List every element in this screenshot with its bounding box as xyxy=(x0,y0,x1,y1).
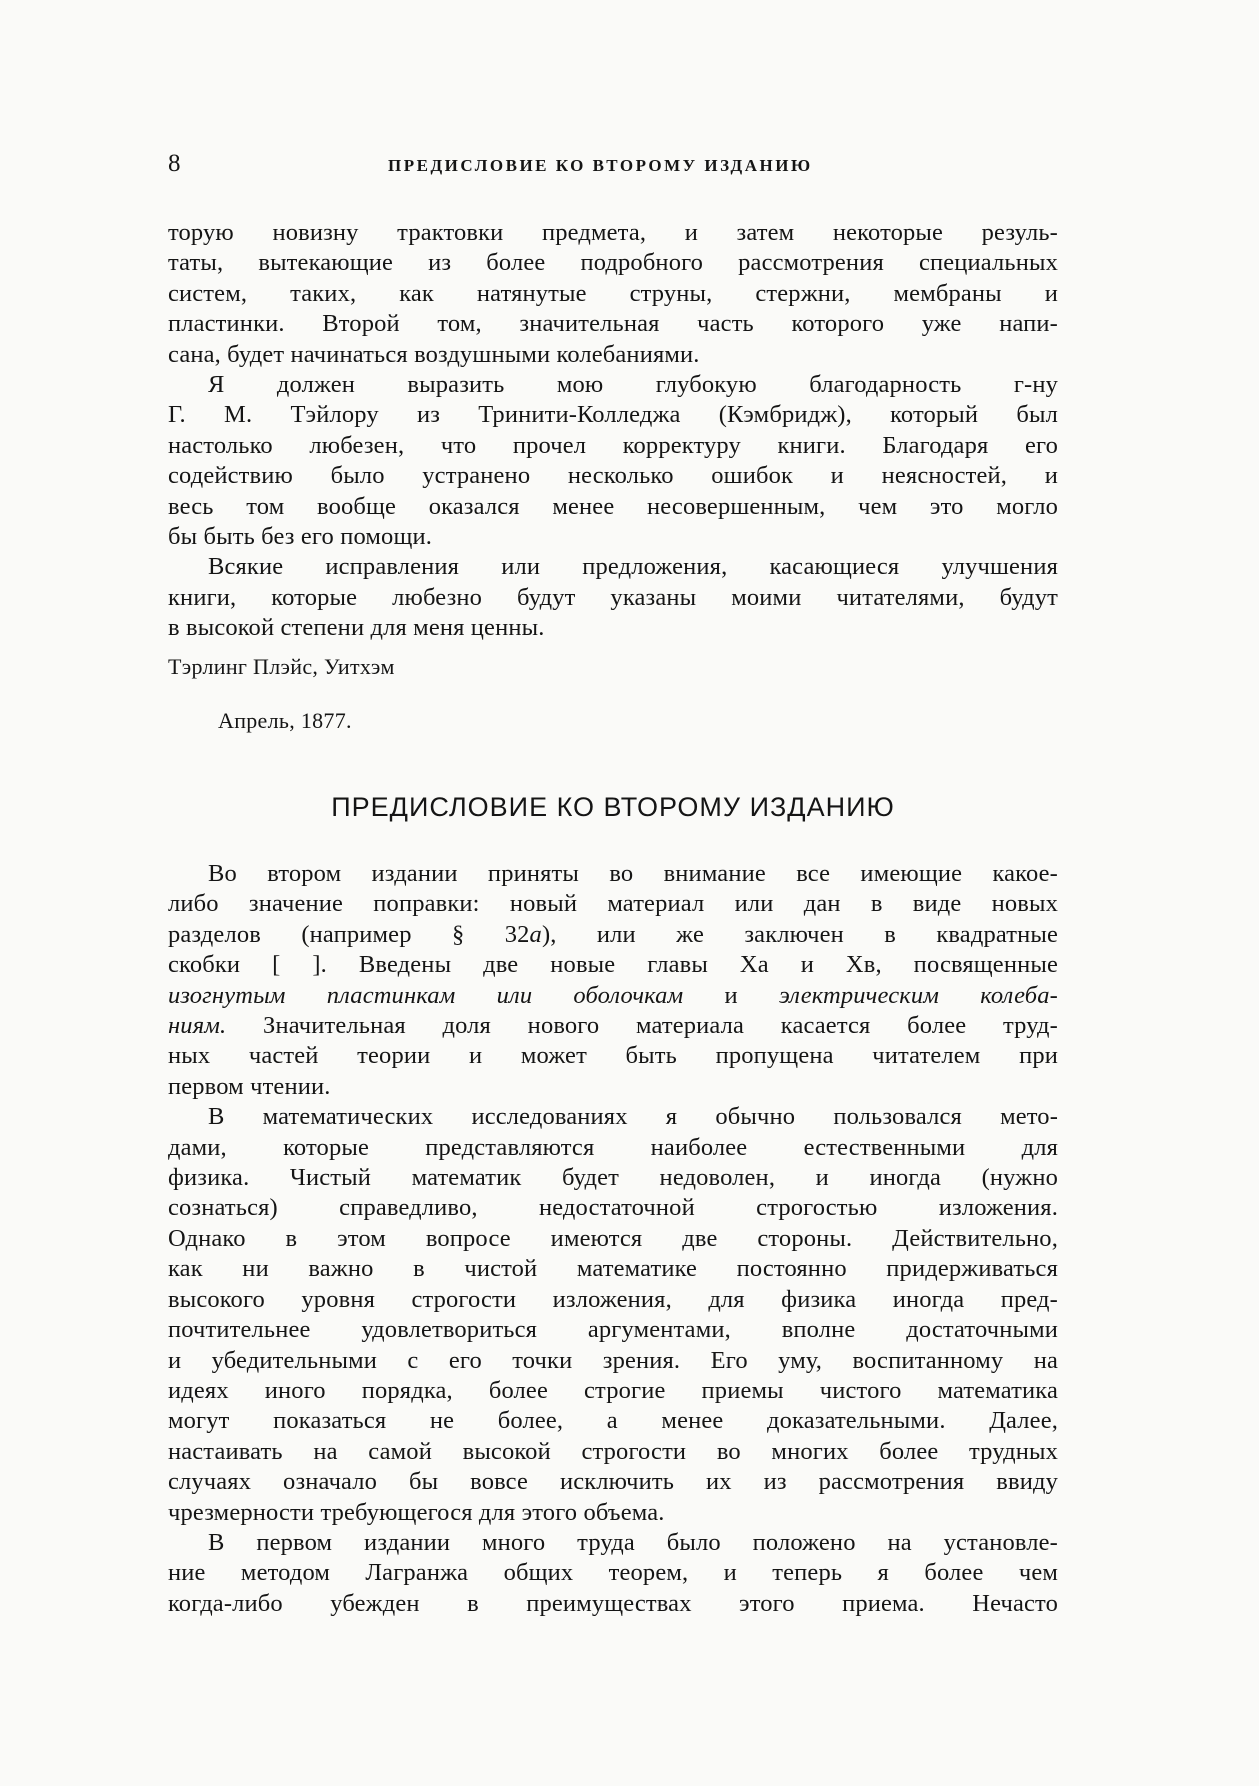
text-line: В математических исследованиях я обычно пользовался мето- xyxy=(208,1103,1058,1131)
text-line: таты, вытекающие из более подробного рассмотрения специальных xyxy=(168,249,1058,277)
paragraph-6 xyxy=(168,1528,1058,1619)
text-line: Я должен выразить мою глубокую благодарность г-ну xyxy=(208,371,1058,399)
signature-place: Тэрлинг Плэйс, Уитхэм xyxy=(168,654,395,679)
text-line: Всякие исправления или предложения, касающиеся улучшения xyxy=(208,553,1058,581)
text-line: могут показаться не более, а менее доказательными. Далее, xyxy=(168,1407,1058,1435)
italic-run: электрическим колеба- xyxy=(778,981,1058,1009)
text-line: физика. Чистый математик будет недоволен, и иногда (нужно xyxy=(168,1164,1058,1192)
page-number: 8 xyxy=(168,150,181,177)
text-line: содействию было устранено несколько ошибок и неясностей, и xyxy=(168,462,1058,490)
paragraph-3 xyxy=(168,552,1058,643)
text-line: высокого уровня строгости изложения, для физика иногда пред- xyxy=(168,1285,1058,1313)
text-line: пластинки. Второй том, значительная часть которого уже напи- xyxy=(168,310,1058,338)
text-line xyxy=(168,920,1058,950)
text-line: торую новизну трактовки предмета, и затем некоторые резуль- xyxy=(168,219,1058,246)
text-line: систем, таких, как натянутые струны, стержни, мембраны и xyxy=(168,279,1058,307)
text-run: Значительная доля нового материала касается более труд- xyxy=(226,1012,1058,1040)
italic-run: ниям. xyxy=(168,1012,227,1040)
text-line: настолько любезен, что прочел корректуру книги. Благодаря его xyxy=(168,431,1058,459)
text-line: бы быть без его помощи. xyxy=(168,523,432,551)
text-run: ), или же заключен в квадратные xyxy=(541,920,1058,948)
text-run: и xyxy=(683,981,779,1009)
text-line: и убедительными с его точки зрения. Его уму, воспитанному на xyxy=(168,1346,1058,1374)
text-line: либо значение поправки: новый материал или дан в виде новых xyxy=(168,890,1058,918)
paragraph-5 xyxy=(168,1102,1058,1528)
paragraph-1 xyxy=(168,218,1058,370)
text-line: как ни важно в чистой математике постоянно придерживаться xyxy=(168,1255,1058,1283)
italic-run: a xyxy=(529,920,542,948)
signature-date: Апрель, 1877. xyxy=(218,708,352,733)
text-line: случаях означало бы вовсе исключить их из рассмотрения ввиду xyxy=(168,1468,1058,1496)
text-line: дами, которые представляются наиболее естественными для xyxy=(168,1133,1058,1161)
text-line: скобки [ ]. Введены две новые главы Xа и Xв, посвященные xyxy=(168,951,1058,979)
text-line: Во втором издании приняты во внимание все имеющие какое- xyxy=(208,860,1058,887)
text-line: сознаться) справедливо, недостаточной строгостью изложения. xyxy=(168,1194,1058,1222)
running-head xyxy=(168,150,1058,190)
text-line: идеях иного порядка, более строгие приемы чистого математика xyxy=(168,1376,1058,1404)
text-line: в высокой степени для меня ценны. xyxy=(168,614,545,642)
text-line: когда-либо убежден в преимуществах этого приема. Нечасто xyxy=(168,1589,1058,1617)
paragraph-2 xyxy=(168,370,1058,552)
text-line: В первом издании много труда было положено на установле- xyxy=(208,1528,1058,1556)
section-title: ПРЕДИСЛОВИЕ КО ВТОРОМУ ИЗДАНИЮ xyxy=(331,792,895,822)
text-line: Г. М. Тэйлору из Тринити-Колледжа (Кэмбридж), который был xyxy=(168,401,1058,429)
running-title: ПРЕДИСЛОВИЕ КО ВТОРОМУ ИЗДАНИЮ xyxy=(388,156,813,175)
text-line xyxy=(168,1011,1058,1041)
text-line: первом чтении. xyxy=(168,1072,331,1100)
text-line: ние методом Лагранжа общих теорем, и теперь я более чем xyxy=(168,1559,1058,1587)
italic-run: изогнутым пластинкам или оболочкам xyxy=(168,981,684,1009)
text-line: настаивать на самой высокой строгости во многих более трудных xyxy=(168,1437,1058,1465)
first-preface-text xyxy=(168,218,1058,644)
text-line: ных частей теории и может быть пропущена читателем при xyxy=(168,1042,1058,1070)
text-line: Однако в этом вопросе имеются две стороны. Действительно, xyxy=(168,1224,1058,1252)
paragraph-4 xyxy=(168,859,1058,1102)
text-run: разделов (например § 32 xyxy=(168,920,530,948)
text-line xyxy=(168,981,1058,1011)
second-preface-text xyxy=(168,859,1058,1619)
text-line: весь том вообще оказался менее несовершенным, чем это могло xyxy=(168,492,1058,520)
text-line: почтительнее удовлетвориться аргументами, вполне достаточными xyxy=(168,1316,1058,1344)
text-line: чрезмерности требующегося для этого объема. xyxy=(168,1498,665,1526)
text-line: книги, которые любезно будут указаны моими читателями, будут xyxy=(168,583,1058,611)
text-line: сана, будет начинаться воздушными колебаниями. xyxy=(168,340,700,368)
